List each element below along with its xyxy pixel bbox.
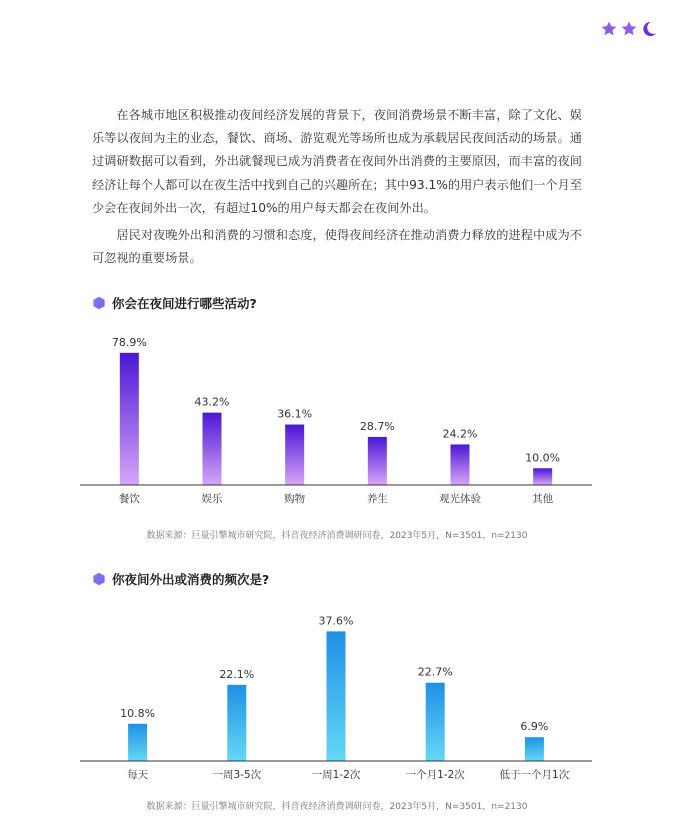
bar-一个月1-2次	[426, 683, 445, 761]
data-label: 28.7%	[359, 419, 395, 433]
bar-一周3-5次	[227, 685, 246, 761]
chart2	[0, 600, 674, 790]
chart1-title: 你会在夜间进行哪些活动?	[112, 296, 257, 311]
chart1-source: 数据来源：巨量引擎城市研究院，抖音夜经济消费调研问卷，2023年5月，N=3501，n=2130	[146, 531, 528, 541]
category-label: 其他	[532, 493, 554, 505]
bar-购物	[285, 425, 304, 485]
data-label: 6.9%	[520, 720, 549, 734]
star-icon	[600, 20, 618, 38]
intro-paragraph-1: 在各城市地区积极推动夜间经济发展的背景下，夜间消费场景不断丰富，除了文化、娱乐等以夜间为主的业态，餐饮、商场、游览观光等场所也成为承载居民夜间活动的场景。通过调研数据可以看到，外出就餐现已成为消费者在夜间外出消费的主要原因，而丰富的夜间经济让每个人都可以在夜生活中找到自己的兴趣所在；其中93.1%的用户表示他们一个月至少会在夜间外出一次，有超过10%的用户每天都会在夜间外出。	[92, 108, 582, 215]
header-decoration	[600, 20, 658, 38]
category-label: 一周3-5次	[212, 769, 262, 781]
chart1	[0, 320, 674, 510]
bar-每天	[128, 724, 147, 761]
category-label: 观光体验	[439, 493, 481, 505]
bar-餐饮	[120, 353, 139, 485]
chart2-source: 数据来源：巨量引擎城市研究院，抖音夜经济消费调研问卷，2023年5月，N=3501，n=2130	[146, 802, 528, 812]
data-label: 24.2%	[442, 427, 478, 441]
data-label: 36.1%	[277, 407, 313, 421]
bar-一周1-2次	[327, 631, 346, 761]
intro-paragraph-2: 居民对夜晚外出和消费的习惯和态度，使得夜间经济在推动消费力释放的进程中成为不可忽视的重要场景。	[92, 228, 582, 266]
data-label: 22.7%	[417, 665, 453, 679]
data-label: 10.8%	[120, 706, 156, 720]
chart2-title: 你夜间外出或消费的频次是?	[112, 572, 270, 587]
bar-观光体验	[451, 444, 470, 485]
bar-养生	[368, 437, 387, 485]
chart2-title-row	[92, 570, 269, 588]
data-label: 43.2%	[194, 395, 230, 409]
category-label: 一周1-2次	[311, 769, 361, 781]
category-label: 每天	[127, 769, 149, 781]
category-label: 购物	[284, 493, 306, 505]
data-label: 22.1%	[219, 667, 255, 681]
bar-娱乐	[203, 413, 222, 485]
category-label: 低于一个月1次	[499, 769, 570, 781]
category-label: 娱乐	[201, 493, 223, 505]
bar-其他	[533, 468, 552, 485]
hexagon-icon	[92, 572, 106, 586]
category-label: 养生	[366, 493, 388, 505]
data-label: 78.9%	[111, 335, 147, 349]
data-label: 37.6%	[318, 614, 354, 628]
data-label: 10.0%	[525, 451, 561, 465]
bar-低于一个月1次	[525, 737, 544, 761]
category-label: 一个月1-2次	[405, 769, 465, 781]
moon-icon	[640, 20, 658, 38]
hexagon-icon	[92, 296, 106, 310]
chart1-title-row	[92, 294, 257, 312]
category-label: 餐饮	[118, 493, 140, 505]
star-icon	[620, 20, 638, 38]
